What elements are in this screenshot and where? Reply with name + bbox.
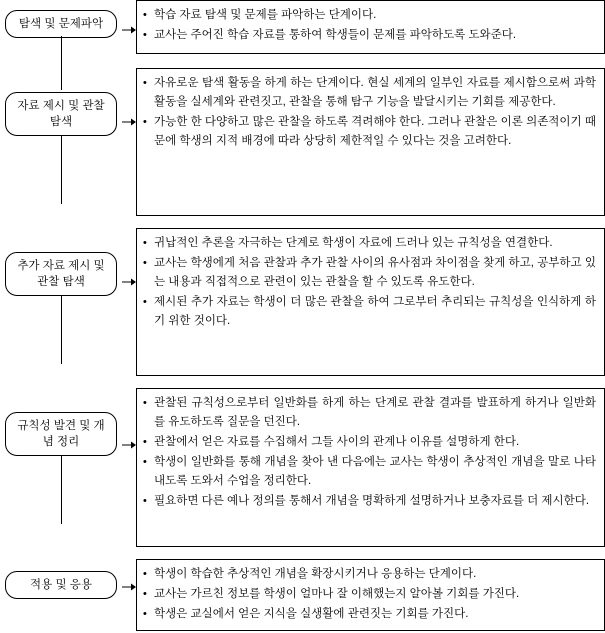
list-item: • 학생은 교실에서 얻은 지식을 실생활에 관련짓는 기회를 가진다. <box>143 605 596 624</box>
stage-box-4[interactable]: 규칙성 발견 및 개념 정리 <box>5 412 117 456</box>
description-box-4 <box>136 388 605 547</box>
description-box-3 <box>136 228 605 376</box>
bullet-list <box>143 74 596 151</box>
flow-row <box>0 228 605 380</box>
description-cell <box>136 388 605 547</box>
list-item: • 학생이 학습한 추상적인 개념을 확장시키거나 응용하는 단계이다. <box>143 565 596 584</box>
connector-line-1-2 <box>61 36 62 90</box>
arrow-cell <box>122 68 136 220</box>
list-item: • 필요하면 다른 예나 정의를 통해서 개념을 명확하게 설명하거나 보충자료를 더 제시한다. <box>143 492 596 511</box>
connector-line-2-3 <box>61 136 62 204</box>
stage-box-2[interactable]: 자료 제시 및 관찰 탐색 <box>5 92 117 136</box>
description-cell <box>136 559 605 631</box>
bullet-list <box>143 394 596 511</box>
stage-box-3[interactable]: 추가 자료 제시 및 관찰 탐색 <box>5 252 117 296</box>
list-item: • 교사는 주어진 학습 자료를 통하여 학생들이 문제를 파악하도록 도와준다. <box>143 26 596 45</box>
list-item: • 가능한 한 다양하고 많은 관찰을 하도록 격려해야 한다. 그러나 관찰은 이론 의존적이기 때문에 학생의 지적 배경에 따라 상당히 제한적일 수 있다는 것을 고려한다. <box>143 113 596 151</box>
list-item: • 교사는 가르친 정보를 학생이 얼마나 잘 이해했는지 알아볼 기회를 가진다. <box>143 585 596 604</box>
flow-row <box>0 559 605 633</box>
arrow-right-icon <box>122 582 136 592</box>
description-box-1 <box>136 0 605 54</box>
flow-row <box>0 0 605 60</box>
arrow-cell <box>122 0 136 60</box>
list-item: • 관찰에서 얻은 자료를 수집해서 그들 사이의 관계나 이유를 설명하게 한다. <box>143 433 596 452</box>
bullet-list <box>143 565 596 624</box>
connector-line-4-5 <box>61 456 62 524</box>
list-item: • 귀납적인 추론을 자극하는 단계로 학생이 자료에 드러나 있는 규칙성을 연결한다. <box>143 234 596 253</box>
flow-row <box>0 388 605 551</box>
list-item: • 학생이 일반화를 통해 개념을 찾아 낸 다음에는 교사는 학생이 추상적인 개념을 말로 나타내도록 도와서 수업을 정리한다. <box>143 453 596 491</box>
connector-line-3-4 <box>61 296 62 364</box>
arrow-right-icon <box>122 277 136 287</box>
list-item: • 교사는 학생에게 처음 관찰과 추가 관찰 사이의 유사점과 차이점을 찾게 하고, 공부하고 있는 내용과 직접적으로 관련이 있는 관찰을 할 수 있도록 유도한다. <box>143 254 596 292</box>
list-item: • 제시된 추가 자료는 학생이 더 많은 관찰을 하여 그로부터 추리되는 규칙성을 인식하게 하기 위한 것이다. <box>143 293 596 331</box>
stage-cell <box>0 559 122 599</box>
arrow-cell <box>122 559 136 633</box>
stage-cell <box>0 0 122 38</box>
arrow-cell <box>122 388 136 551</box>
description-cell <box>136 0 605 54</box>
stage-box-1[interactable]: 탐색 및 문제파악 <box>5 10 117 38</box>
description-cell <box>136 68 605 216</box>
list-item: • 자유로운 탐색 활동을 하게 하는 단계이다. 현실 세계의 일부인 자료를 제시함으로써 과학 활동을 실세계와 관련짓고, 관찰을 통해 탐구 기능을 발달시키는 기회를 제공한다. <box>143 74 596 112</box>
bullet-list <box>143 6 596 45</box>
arrow-right-icon <box>122 440 136 450</box>
arrow-right-icon <box>122 25 136 35</box>
arrow-right-icon <box>122 117 136 127</box>
description-box-2 <box>136 68 605 216</box>
list-item: • 관찰된 규칙성으로부터 일반화를 하게 하는 단계로 관찰 결과를 발표하게 하거나 일반화를 유도하도록 질문을 던진다. <box>143 394 596 432</box>
description-cell <box>136 228 605 376</box>
flow-row <box>0 68 605 220</box>
stage-box-5[interactable]: 적용 및 응용 <box>5 571 117 599</box>
list-item: • 학습 자료 탐색 및 문제를 파악하는 단계이다. <box>143 6 596 25</box>
bullet-list <box>143 234 596 331</box>
description-box-5 <box>136 559 605 631</box>
stage-cell <box>0 388 122 456</box>
arrow-cell <box>122 228 136 380</box>
stage-cell <box>0 228 122 296</box>
